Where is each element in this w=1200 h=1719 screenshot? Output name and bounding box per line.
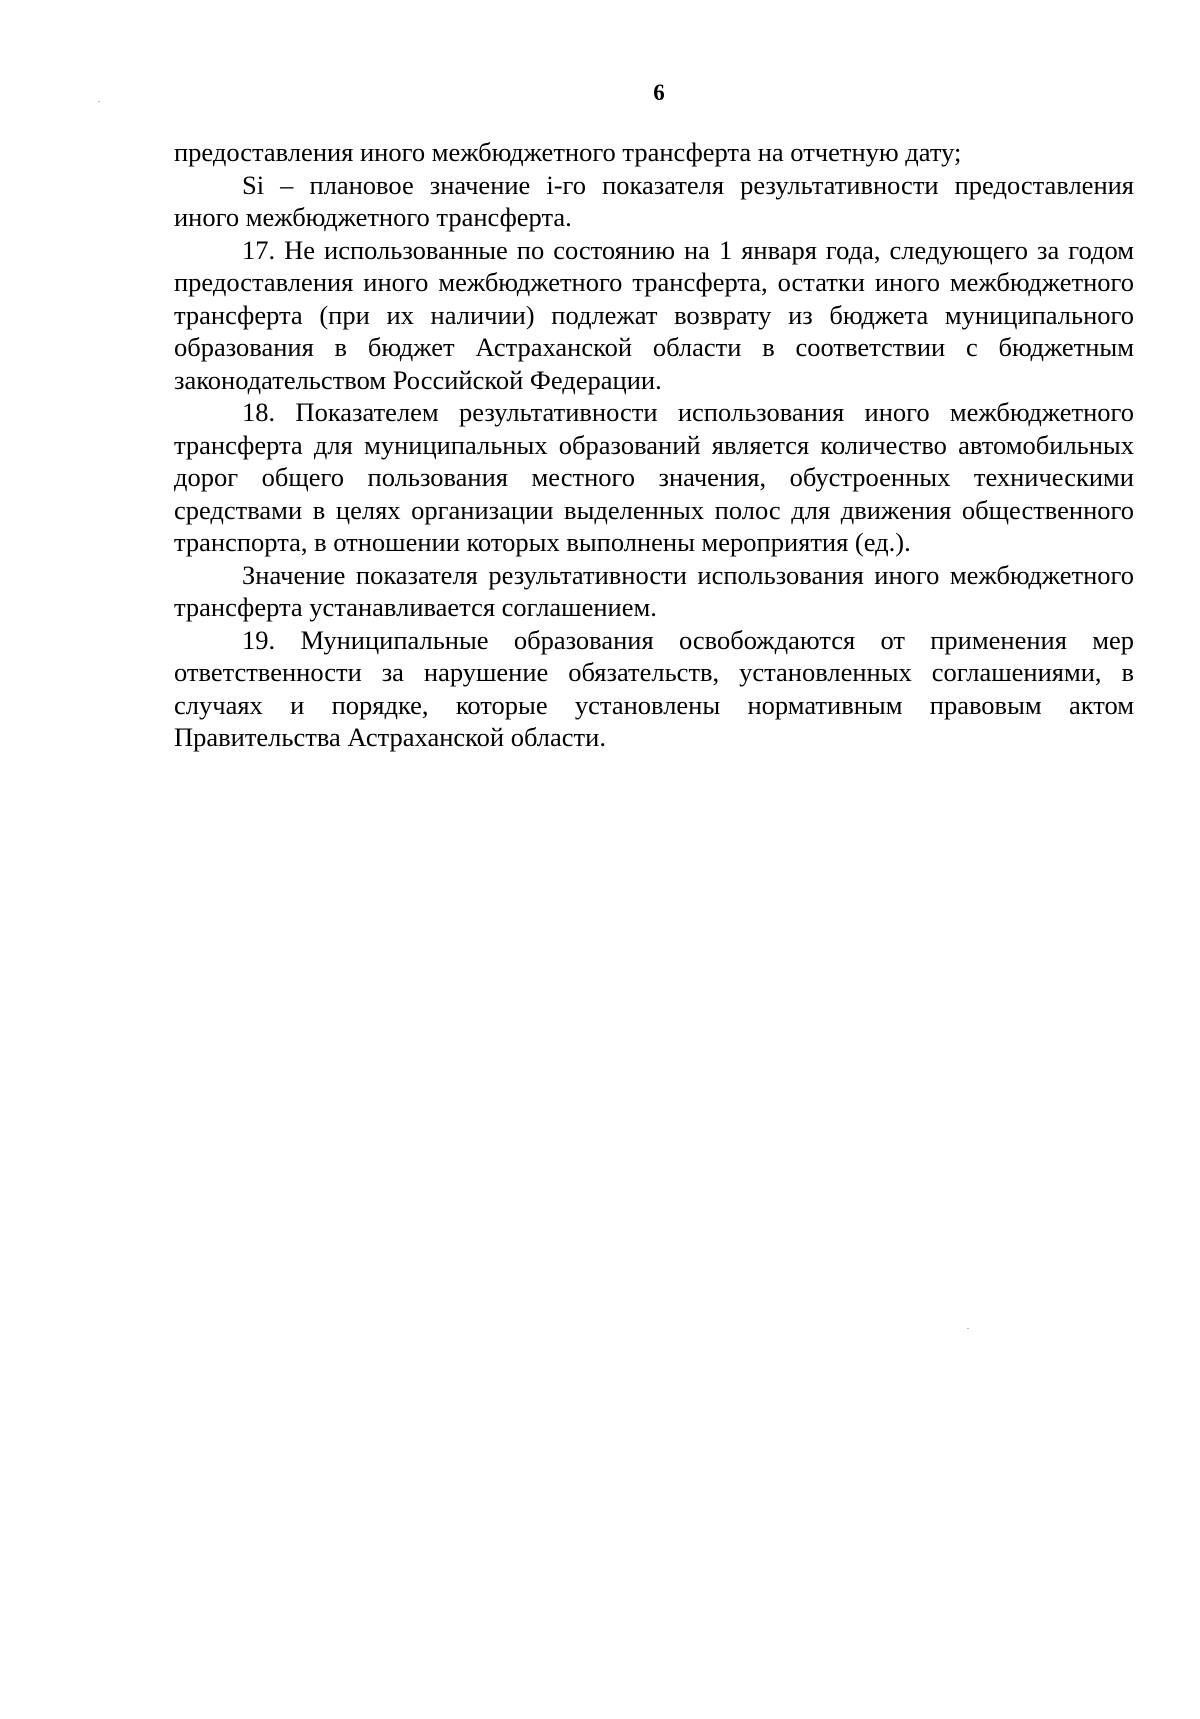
paragraph-item-19: 19. Муниципальные образования освобождаются от применения мер ответственности за нарушение обязательств, установленных соглашениями, в случаях и порядке, которые установлены нормативным правовым актом Правительства Астраханской области. bbox=[174, 624, 1134, 752]
page-number: 6 bbox=[653, 80, 665, 105]
paragraph-item-17: 17. Не использованные по состоянию на 1 января года, следующего за годом предоставления иного межбюджетного трансферта, остатки иного межбюджетного трансферта (при их наличии) подлежат возврату из бюджета муниципального образования в бюджет Астраханской области в соответствии с бюджетным законодательством Российской Федерации. bbox=[174, 234, 1134, 395]
scan-speck bbox=[98, 101, 100, 102]
paragraph-si-definition: Si – плановое значение i-го показателя результативности предоставления иного межбюджетного трансферта. bbox=[174, 169, 1134, 232]
document-body bbox=[174, 136, 1134, 754]
paragraph-indicator-value: Значение показателя результативности использования иного межбюджетного трансферта устанавливается соглашением. bbox=[174, 559, 1134, 622]
scan-speck bbox=[967, 1328, 969, 1329]
paragraph-continuation: предоставления иного межбюджетного трансферта на отчетную дату; bbox=[174, 137, 962, 167]
paragraph-item-18: 18. Показателем результативности использования иного межбюджетного трансферта для муниципальных образований является количество автомобильных дорог общего пользования местного значения, обустроенных техническими средствами в целях организации выделенных полос для движения общественного транспорта, в отношении которых выполнены мероприятия (ед.). bbox=[174, 397, 1134, 557]
